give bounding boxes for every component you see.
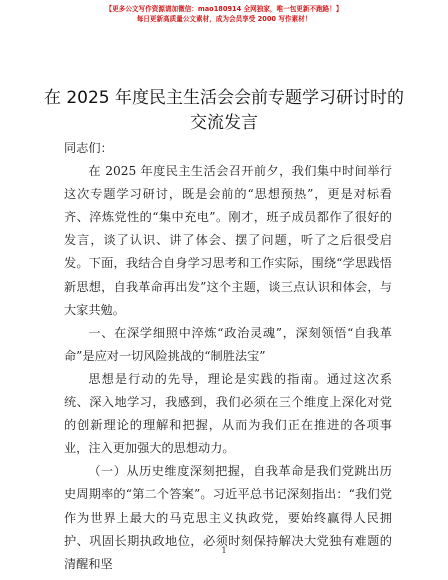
section-heading-1: 一、在深学细照中淬炼“政治灵魂”，深刻领悟“自我革命”是应对一切风险挑战的“制胜法宝” bbox=[64, 325, 392, 363]
document-title-line-1: 在 2025 年度民主生活会会前专题学习研讨时的 bbox=[43, 88, 405, 108]
page-number: 1 bbox=[221, 546, 227, 555]
document-title-line-2: 交流发言 bbox=[190, 113, 258, 133]
promo-banner-line-2: 每日更新高质量公文素材，成为会员享受 2000 写作素材！ bbox=[136, 15, 312, 23]
paragraph-theory: 思想是行动的先导，理论是实践的指南。通过这次系统、深入地学习，我感到，我们必须在三个维度上深化对党的创新理论的理解和把握，从而为我们正在推进的各项事业，注入更加强大的思想动力。 bbox=[64, 371, 392, 456]
document-body bbox=[64, 137, 392, 576]
promo-banner-line-1: 【更多公文写作资源请加微信：mao180914 全网独家，唯一包更新不跑路！】 bbox=[105, 5, 343, 13]
greeting: 同志们： bbox=[64, 141, 113, 155]
promo-banner bbox=[0, 4, 448, 24]
subsection-heading-1: （一）从历史维度深刻把握，自我革命是我们党跳出历史周期率的“第二个答案”。习近平总书记深刻指出：“我们党作为世界上最大的马克思主义执政党，要始终赢得人民拥护、巩固长期执政地位，必须时刻保持解决大党独有难题的清醒和坚 bbox=[64, 464, 392, 571]
document-title bbox=[0, 86, 448, 136]
paragraph-intro: 在 2025 年度民主生活会召开前夕，我们集中时间举行这次专题学习研讨，既是会前的“思想预热”，更是对标看齐、淬炼党性的“集中充电”。刚才，班子成员都作了很好的发言，谈了认识、讲了体会、摆了问题，听了之后很受启发。下面，我结合自身学习思考和工作实际，围绕“学思践悟新思想，自我革命再出发”这个主题，谈三点认识和体会，与大家共勉。 bbox=[64, 164, 392, 317]
